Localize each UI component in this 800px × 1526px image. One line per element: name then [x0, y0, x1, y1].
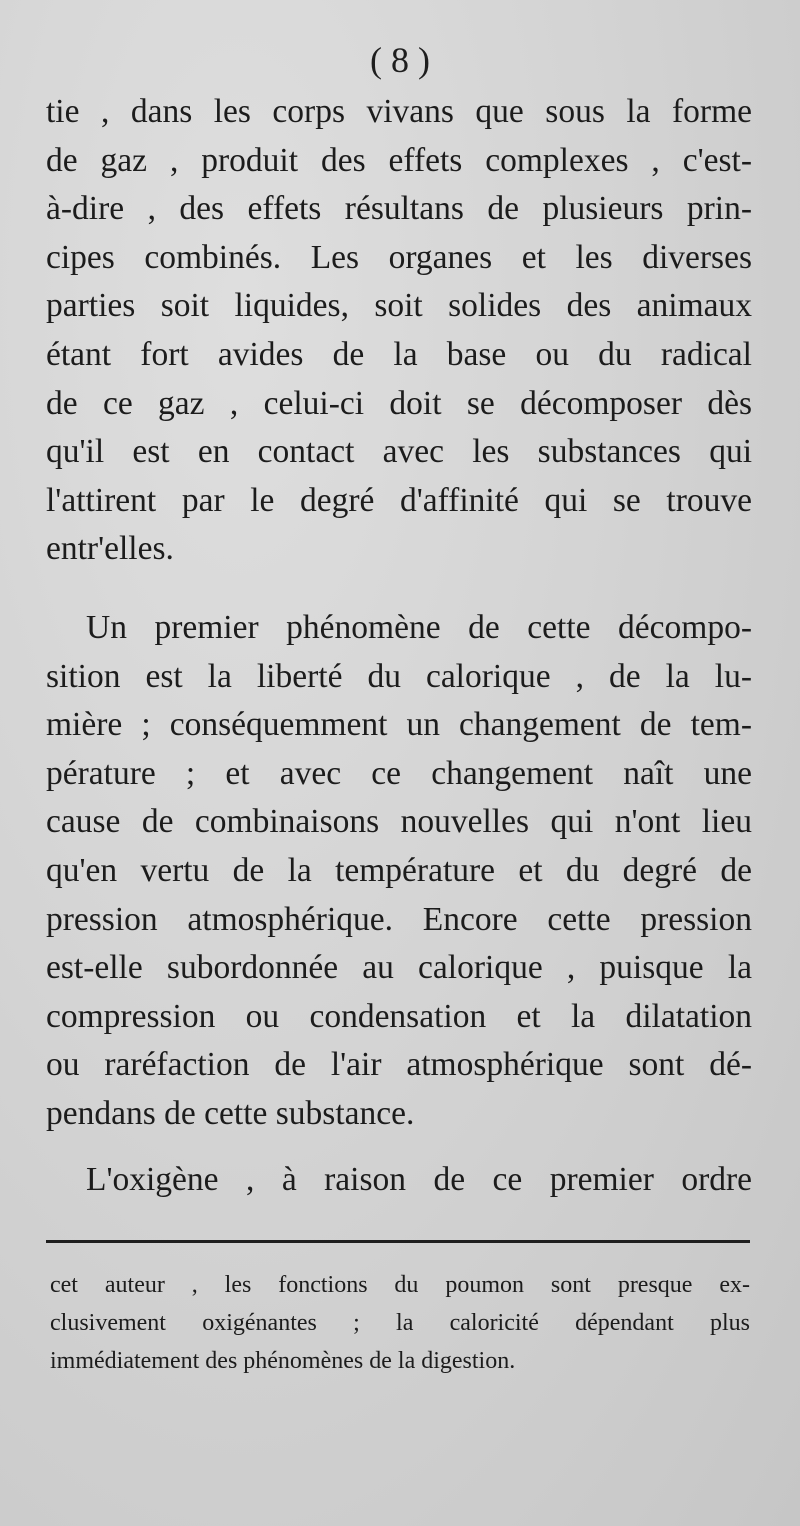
- text-line: cause de combinaisons nouvelles qui n'ont lieu: [46, 803, 752, 841]
- footnote-line: immédiatement des phénomènes de la digestion.: [50, 1348, 516, 1374]
- text-line: de gaz , produit des effets complexes , c'est-: [46, 141, 752, 179]
- footnote-line: cet auteur , les fonctions du poumon sont presque ex-: [50, 1272, 750, 1298]
- text-line: compression ou condensation et la dilatation: [46, 997, 752, 1035]
- text-line: est-elle subordonnée au calorique , puisque la: [46, 949, 752, 987]
- text-line: L'oxigène , à raison de ce premier ordre: [86, 1161, 752, 1198]
- paragraph-oxigene: [46, 1156, 752, 1205]
- text-line: parties soit liquides, soit solides des animaux: [46, 287, 752, 325]
- text-line: l'attirent par le degré d'affinité qui se trouve: [46, 481, 752, 519]
- text-line: mière ; conséquemment un changement de tem-: [46, 706, 752, 744]
- text-line: pendans de cette substance.: [46, 1094, 415, 1132]
- text-line: tie , dans les corps vivans que sous la forme: [46, 93, 752, 130]
- footnote: [50, 1266, 750, 1380]
- footnote-line: clusivement oxigénantes ; la caloricité dépendant plus: [50, 1310, 750, 1336]
- text-line: cipes combinés. Les organes et les diverses: [46, 238, 752, 276]
- text-line: pérature ; et avec ce changement naît une: [46, 754, 752, 792]
- page-number: ( 8 ): [370, 40, 430, 80]
- text-line: de ce gaz , celui-ci doit se décomposer dès: [46, 384, 752, 422]
- text-line: pression atmosphérique. Encore cette pression: [46, 900, 752, 938]
- text-line: étant fort avides de la base ou du radical: [46, 335, 752, 373]
- text-line: qu'il est en contact avec les substances qui: [46, 433, 752, 471]
- text-line: Un premier phénomène de cette décompo-: [86, 609, 752, 646]
- paragraph-decomposition: [46, 604, 752, 1139]
- footnote-rule: [46, 1240, 750, 1243]
- text-line: qu'en vertu de la température et du degré de: [46, 851, 752, 889]
- text-line: entr'elles.: [46, 530, 174, 568]
- text-line: sition est la liberté du calorique , de la lu-: [46, 657, 752, 695]
- text-line: ou raréfaction de l'air atmosphérique sont dé-: [46, 1046, 752, 1084]
- paragraph-continuation: [46, 88, 752, 574]
- text-line: à-dire , des effets résultans de plusieurs prin-: [46, 190, 752, 228]
